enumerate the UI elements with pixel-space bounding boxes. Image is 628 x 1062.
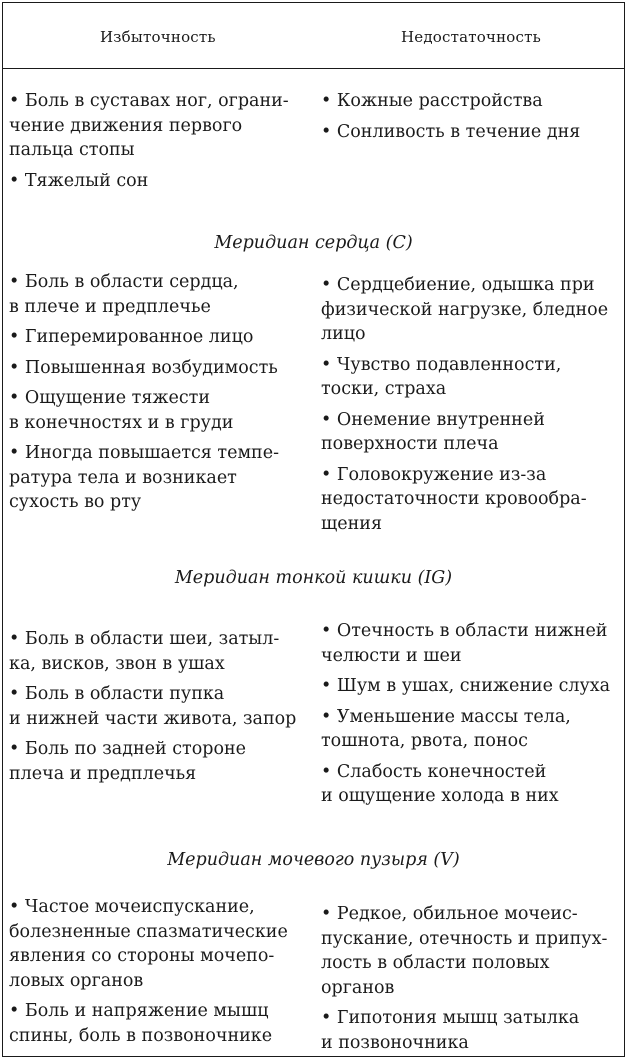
list-item-line: • Боль в области пупка bbox=[9, 684, 225, 704]
list-item-line: • Онемение внутренней bbox=[321, 409, 545, 430]
list-item bbox=[321, 619, 621, 668]
section-3-excess bbox=[9, 895, 305, 1048]
list-item-line: • Слабость конечностей bbox=[321, 761, 547, 782]
list-item-line: в плече и предплечье bbox=[9, 296, 211, 317]
list-item-line: физической нагрузке, бледное bbox=[321, 299, 609, 320]
list-item-line: тоски, страха bbox=[321, 379, 447, 399]
list-item bbox=[321, 89, 621, 114]
list-item-line: • Частое мочеиспускание, bbox=[9, 897, 255, 917]
list-item-line: • Иногда повышается темпе- bbox=[9, 443, 279, 463]
list-item bbox=[321, 353, 621, 402]
list-item-line: • Сердцебиение, одышка при bbox=[321, 275, 595, 295]
list-item bbox=[321, 408, 621, 457]
list-item bbox=[9, 270, 305, 319]
section-title-small-intestine: Меридиан тонкой кишки (IG) bbox=[174, 568, 453, 588]
list-item-line: • Ощущение тяжести bbox=[9, 388, 210, 408]
list-item-line: чение движения первого bbox=[9, 115, 243, 136]
list-item bbox=[9, 89, 305, 163]
list-item-line: • Боль по задней стороне bbox=[9, 739, 247, 759]
list-item-line: в конечностях и в груди bbox=[9, 412, 234, 433]
list-item bbox=[9, 169, 305, 194]
list-item-line: органов bbox=[321, 977, 395, 998]
section-0-excess bbox=[9, 89, 305, 193]
list-item bbox=[9, 999, 305, 1048]
list-item-line: спины, боль в позвоночнике bbox=[9, 1025, 273, 1046]
header-deficiency: Недостаточность bbox=[401, 28, 542, 46]
list-item-line: поверхности плеча bbox=[321, 434, 499, 454]
list-item bbox=[9, 386, 305, 435]
list-item-line: сухость во рту bbox=[9, 492, 142, 512]
list-item-line: • Редкое, обильное мочеис- bbox=[321, 904, 578, 924]
list-item-line: тошнота, рвота, понос bbox=[321, 731, 528, 751]
list-item-line: • Гиперемированное лицо bbox=[9, 327, 254, 347]
list-item-line: плеча и предплечья bbox=[9, 763, 197, 784]
list-item-line: • Кожные расстройства bbox=[321, 91, 543, 111]
list-item-line: и позвоночника bbox=[321, 1032, 469, 1053]
list-item-line: и нижней части живота, запор bbox=[9, 708, 297, 729]
list-item-line: щения bbox=[321, 513, 382, 534]
section-title-bladder: Меридиан мочевого пузыря (V) bbox=[167, 850, 460, 870]
list-item bbox=[321, 760, 621, 809]
list-item-line: • Головокружение из-за bbox=[321, 464, 547, 485]
list-item-line: • Уменьшение массы тела, bbox=[321, 706, 571, 727]
section-title-heart: Меридиан сердца (C) bbox=[214, 233, 413, 253]
section-1-excess bbox=[9, 270, 305, 515]
list-item-line: • Сонливость в течение дня bbox=[321, 121, 581, 142]
list-item-line: • Боль в суставах ног, ограни- bbox=[9, 91, 289, 111]
list-item bbox=[321, 120, 621, 145]
list-item bbox=[321, 273, 621, 347]
section-3-deficiency bbox=[321, 902, 621, 1055]
list-item bbox=[321, 902, 621, 1000]
list-item bbox=[321, 1006, 621, 1055]
header-excess: Избыточность bbox=[100, 28, 216, 46]
list-item-line: пальца стопы bbox=[9, 140, 135, 160]
list-item bbox=[9, 627, 305, 676]
list-item-line: недостаточности кровообра- bbox=[321, 489, 587, 509]
list-item-line: челюсти и шеи bbox=[321, 645, 462, 666]
list-item-line: ка, висков, звон в ушах bbox=[9, 653, 225, 674]
section-1-deficiency bbox=[321, 273, 621, 536]
meridian-table bbox=[2, 2, 625, 1057]
section-2-excess bbox=[9, 627, 305, 786]
list-item bbox=[9, 356, 305, 381]
table-header bbox=[3, 3, 624, 69]
list-item bbox=[9, 682, 305, 731]
list-item-line: и ощущение холода в них bbox=[321, 786, 559, 806]
list-item-line: явления со стороны мочепо- bbox=[9, 946, 275, 966]
list-item bbox=[9, 737, 305, 786]
list-item-line: ратура тела и возникает bbox=[9, 467, 237, 488]
list-item bbox=[9, 895, 305, 993]
list-item-line: лость в области половых bbox=[321, 953, 550, 973]
list-item-line: ловых органов bbox=[9, 970, 144, 991]
list-item-line: • Гипотония мышц затылка bbox=[321, 1008, 580, 1028]
list-item-line: • Боль и напряжение мышц bbox=[9, 1001, 269, 1021]
list-item bbox=[321, 705, 621, 754]
list-item-line: болезненные спазматические bbox=[9, 921, 288, 942]
list-item-line: лицо bbox=[321, 324, 366, 344]
list-item-line: • Отечность в области нижней bbox=[321, 621, 608, 641]
section-2-deficiency bbox=[321, 619, 621, 809]
list-item bbox=[321, 674, 621, 699]
list-item-line: пускание, отечность и припух- bbox=[321, 928, 608, 949]
section-0-deficiency bbox=[321, 89, 621, 144]
list-item-line: • Повышенная возбудимость bbox=[9, 357, 278, 378]
list-item-line: • Чувство подавленности, bbox=[321, 354, 562, 375]
list-item bbox=[321, 463, 621, 537]
list-item bbox=[9, 325, 305, 350]
list-item-line: • Тяжелый сон bbox=[9, 170, 149, 191]
list-item bbox=[9, 441, 305, 515]
list-item-line: • Шум в ушах, снижение слуха bbox=[321, 676, 611, 696]
list-item-line: • Боль в области шеи, затыл- bbox=[9, 629, 280, 649]
list-item-line: • Боль в области сердца, bbox=[9, 272, 239, 292]
